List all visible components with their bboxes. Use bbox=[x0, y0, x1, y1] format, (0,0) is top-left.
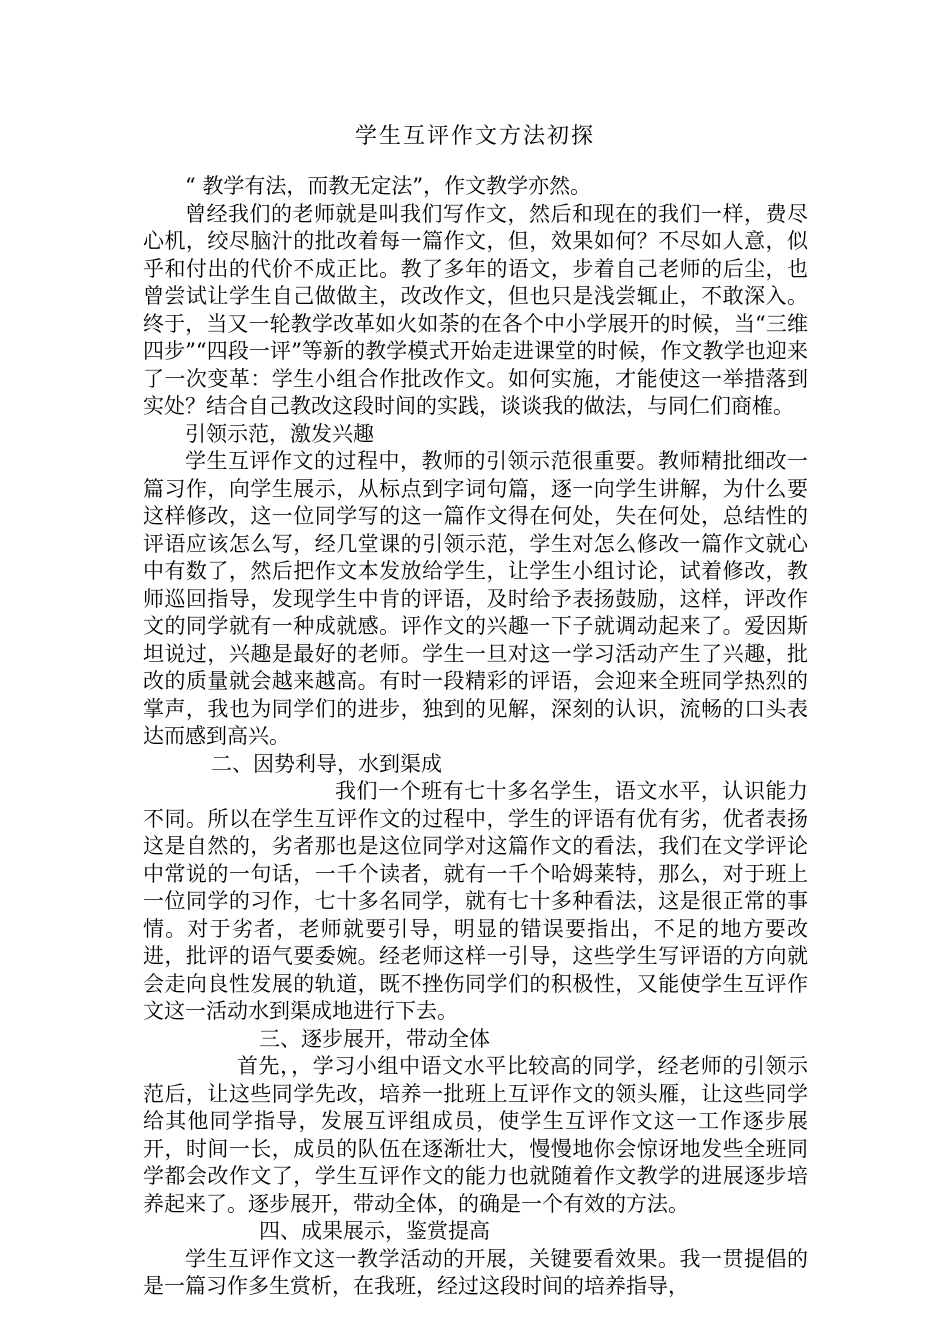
paragraph-section-1: 学生互评作文的过程中，教师的引领示范很重要。教师精批细改一篇习作，向学生展示，从标点到字词句篇，逐一向学生讲解，为什么要这样修改，这一位同学写的这一篇作文得在何处，失在何处，总结性的评语应该怎么写，经几堂课的引领示范，学生对怎么修改一篇作文就心中有数了，然后把作文本发放给学生，让学生小组讨论，试着修改，教师巡回指导，发现学生中肯的评语，及时给予表扬鼓励，这样，评改作文的同学就有一种成就感。评作文的兴趣一下子就调动起来了。爱因斯坦说过，兴趣是最好的老师。学生一旦对这一学习活动产生了兴趣，批改的质量就会越来越高。有时一段精彩的评语，会迎来全班同学热烈的掌声，我也为同学们的进步，独到的见解，深刻的认识，流畅的口头表达而感到高兴。 bbox=[143, 449, 808, 748]
paragraph-intro-quote: “ 教学有法，而教无定法”，作文教学亦然。 bbox=[185, 174, 592, 198]
paragraph-section-3: 首先，，学习小组中语文水平比较高的同学，经老师的引领示范后，让这些同学先改，培养一批班上互评作文的领头雁，让这些同学给其他同学指导，发展互评组成员，使学生互评作文这一工作逐步展开，时间一长，成员的队伍在逐渐壮大，慢慢地你会惊讶地发些全班同学都会改作文了，学生互评作文的能力也就随着作文教学的进展逐步培养起来了。逐步展开，带动全体，的确是一个有效的方法。 bbox=[143, 1054, 808, 1216]
section-heading-4: 四、成果展示，鉴赏提高 bbox=[259, 1219, 490, 1243]
paragraph-section-2: 我们一个班有七十多名学生，语文水平，认识能力不同。所以在学生互评作文的过程中，学生的评语有优有劣，优者表扬这是自然的，劣者那也是这位同学对这篇作文的看法，我们在文学评论中常说的一句话，一千个读者，就有一千个哈姆莱特，那么，对于班上一位同学的习作，七十多名同学，就有七十多种看法，这是很正常的事情。对于劣者，老师就要引导，明显的错误要指出，不足的地方要改进，批评的语气要委婉。经老师这样一引导，这些学生写评语的方向就会走向良性发展的轨道，既不挫伤同学们的积极性，又能使学生互评作文这一活动水到渠成地进行下去。 bbox=[143, 779, 808, 1023]
paragraph-section-4: 学生互评作文这一教学活动的开展，关键要看效果。我一贯提倡的是一篇习作多生赏析，在我班，经过这段时间的培养指导， bbox=[143, 1246, 808, 1298]
section-heading-1: 引领示范，激发兴趣 bbox=[185, 421, 374, 446]
section-heading-3: 三、逐步展开，带动全体 bbox=[259, 1026, 490, 1051]
document-title: 学生互评作文方法初探 bbox=[354, 124, 595, 149]
paragraph-background: 曾经我们的老师就是叫我们写作文，然后和现在的我们一样，费尽心机，绞尽脑汁的批改着每一篇作文，但，效果如何？不尽如人意，似乎和付出的代价不成正比。教了多年的语文，步着自己老师的后尘，也曾尝试让学生自己做做主，改改作文，但也只是浅尝辄止，不敢深入。终于，当又一轮教学改革如火如荼的在各个中小学展开的时候，当“三维四步”“四段一评”等新的教学模式开始走进课堂的时候，作文教学也迎来了一次变革：学生小组合作批改作文。如何实施，才能使这一举措落到实处？结合自己教改这段时间的实践，谈谈我的做法，与同仁们商榷。 bbox=[143, 201, 808, 418]
document-body bbox=[143, 173, 808, 1301]
section-heading-2: 二、因势利导，水到渠成 bbox=[211, 751, 442, 776]
